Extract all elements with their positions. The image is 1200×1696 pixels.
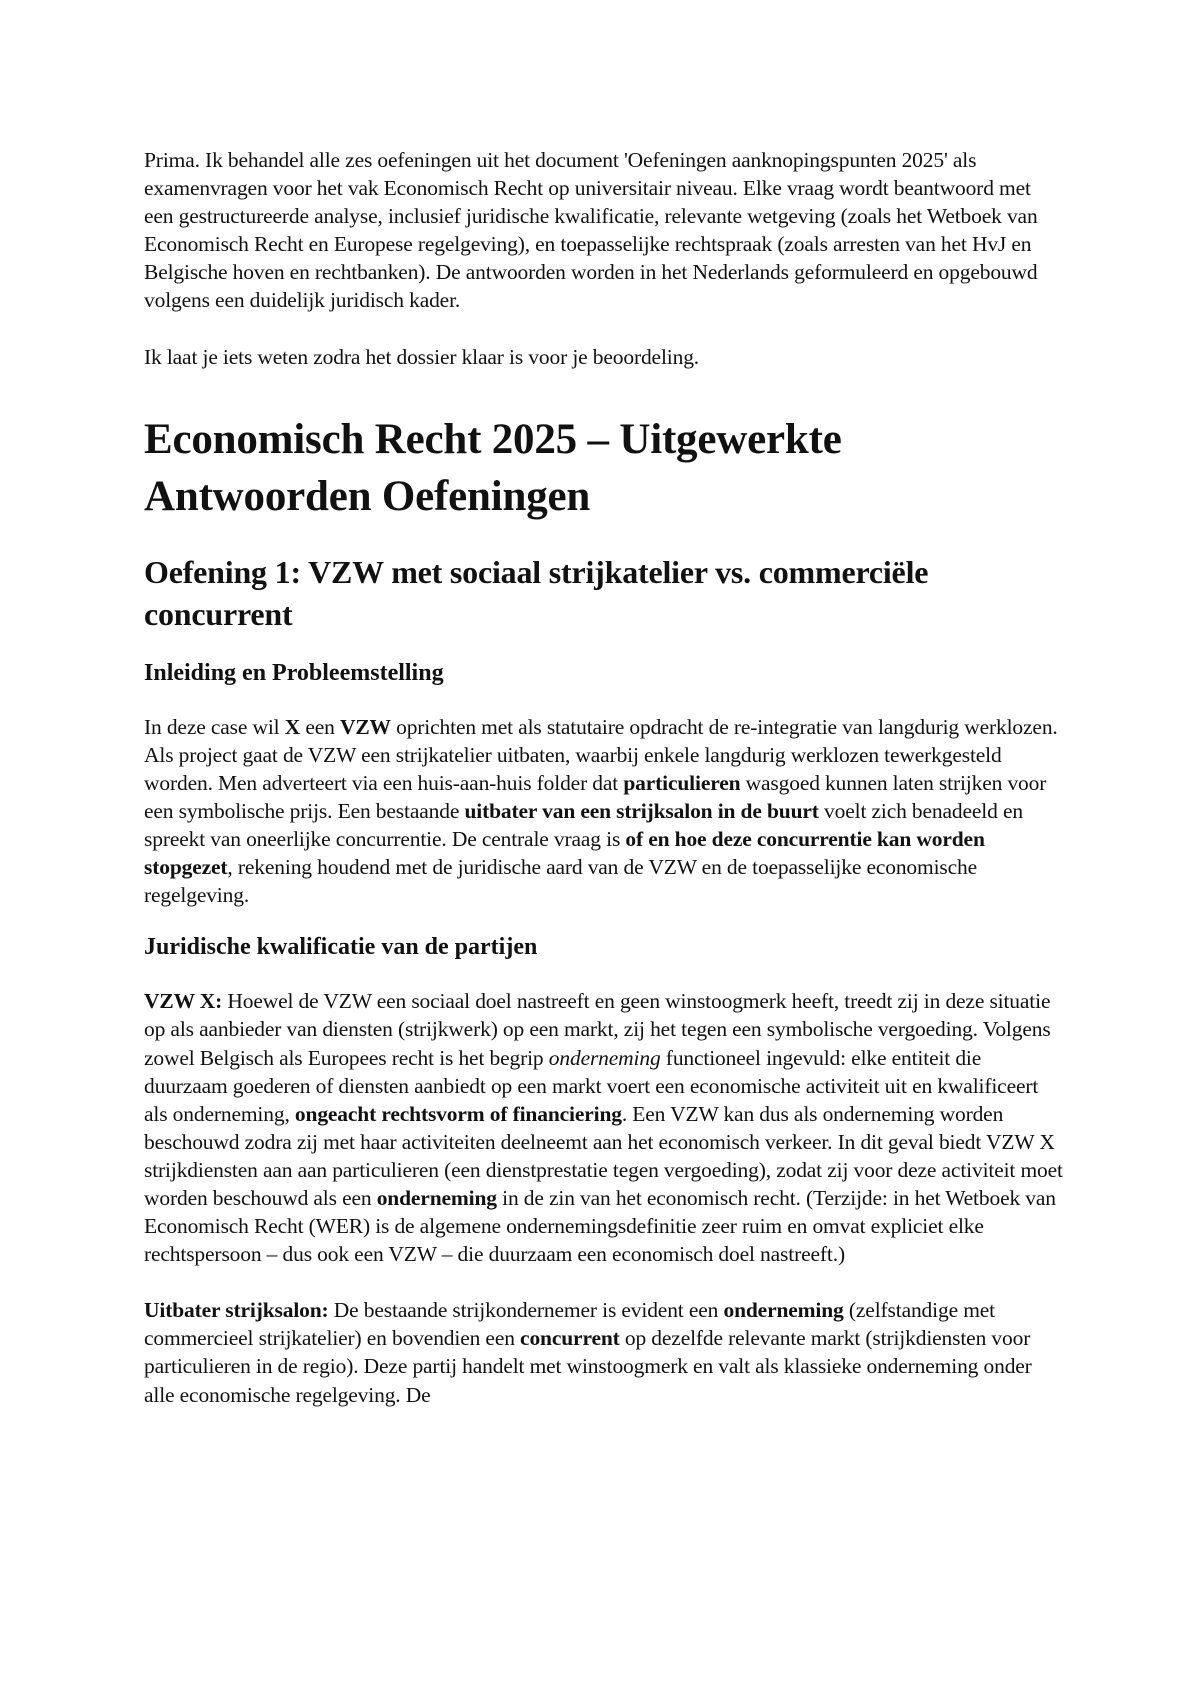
document-page — [144, 146, 1064, 1409]
section-heading-introduction: Inleiding en Probleemstelling — [144, 659, 444, 686]
intro-paragraph: Prima. Ik behandel alle zes oefeningen uit het document 'Oefeningen aanknopingspunten 2025' als examenvragen voor het vak Economisch Recht op universitair niveau. Elke vraag wordt beantwoord met een gestructureerde analyse, inclusief juridische kwalificatie, relevante wetgeving (zoals het Wetboek van Economisch Recht en Europese regelgeving), en toepasselijke rechtspraak (zoals arresten van het HvJ en Belgische hoven en rechtbanken). De antwoorden worden in het Nederlands geformuleerd en opgebouwd volgens een duidelijk juridisch kader. — [144, 148, 1038, 313]
qualification-paragraph-vzw: VZW X: Hoewel de VZW een sociaal doel nastreeft en geen winstoogmerk heeft, treedt zij in deze situatie op als aanbieder van diensten (strijkwerk) op een markt, zij het tegen een symbolische vergoeding. Volgens zowel Belgisch als Europees recht is het begrip onderneming functioneel ingevuld: elke entiteit die duurzaam goederen of diensten aanbiedt op een markt voert een economische activiteit uit en kwalificeert als onderneming, ongeacht rechtsvorm of financiering. Een VZW kan dus als onderneming worden beschouwd zodra zij met haar activiteiten deelneemt aan het economisch verkeer. In dit geval biedt VZW X strijkdiensten aan aan particulieren (een dienstprestatie tegen vergoeding), zodat zij voor deze activiteit moet worden beschouwd als een onderneming in de zin van het economisch recht. (Terzijde: in het Wetboek van Economisch Recht (WER) is de algemene ondernemingsdefinitie zeer ruim en omvat expliciet elke rechtspersoon – dus ook een VZW – die duurzaam een economisch doel nastreeft.) — [144, 989, 1063, 1267]
section-heading-qualification: Juridische kwalificatie van de partijen — [144, 934, 538, 961]
introduction-paragraph: In deze case wil X een VZW oprichten met als statutaire opdracht de re-integratie van langdurig werklozen. Als project gaat de VZW een strijkatelier uitbaten, waarbij enkele langdurig werklozen tewerkgesteld worden. Men adverteert via een huis-aan-huis folder dat particulieren wasgoed kunnen laten strijken voor een symbolische prijs. Een bestaande uitbater van een strijksalon in de buurt voelt zich benadeeld en spreekt van oneerlijke concurrentie. De centrale vraag is of en hoe deze concurrentie kan worden stopgezet, rekening houdend met de juridische aard van de VZW en de toepasselijke economische regelgeving. — [144, 714, 1058, 908]
document-title: Economisch Recht 2025 – Uitgewerkte Antwoorden Oefeningen — [144, 415, 842, 520]
intro-closing-paragraph: Ik laat je iets weten zodra het dossier klaar is voor je beoordeling. — [144, 344, 700, 369]
exercise-1-heading: Oefening 1: VZW met sociaal strijkatelier vs. commerciële concurrent — [144, 553, 929, 632]
qualification-paragraph-competitor: Uitbater strijksalon: De bestaande strijkondernemer is evident een onderneming (zelfstandige met commercieel strijkatelier) en bovendien een concurrent op dezelfde relevante markt (strijkdiensten voor particulieren in de regio). Deze partij handelt met winstoogmerk en valt als klassieke onderneming onder alle economische regelgeving. De — [144, 1298, 1032, 1407]
